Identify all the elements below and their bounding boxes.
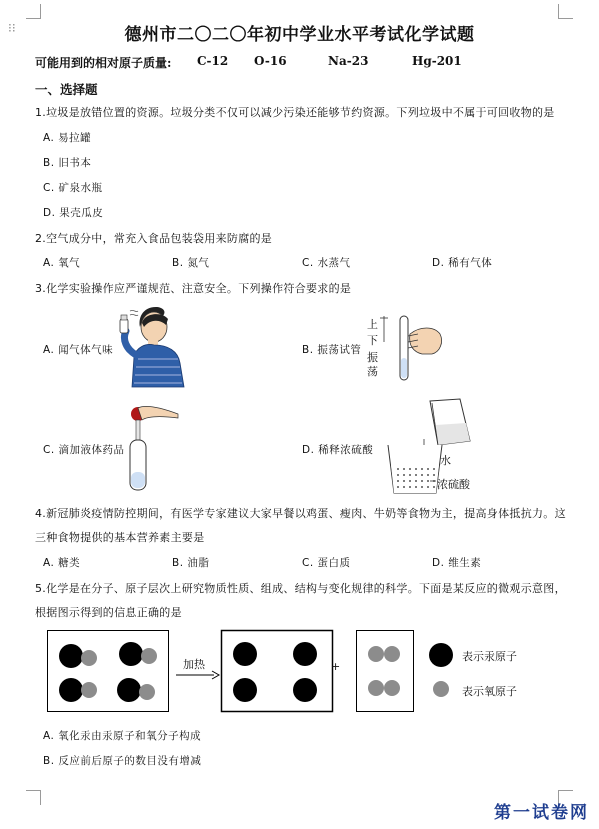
q5-option-a: A. 氧化汞由汞原子和氧分子构成 xyxy=(43,730,202,742)
reaction-arrow xyxy=(176,670,220,680)
q3-option-d: D. 稀释浓硫酸 xyxy=(302,444,374,456)
plus-sign: + xyxy=(331,660,341,673)
atomic-mass-hg: Hg-201 xyxy=(412,54,462,68)
label-water: 水 xyxy=(440,454,451,467)
smelling-gas-illustration xyxy=(118,305,200,387)
shaking-test-tube-illustration xyxy=(378,312,444,384)
drag-handle-icon[interactable]: ⁝⁝ xyxy=(8,21,16,35)
label-dang: 荡 xyxy=(367,365,378,378)
heat-label: 加热 xyxy=(183,658,205,671)
label-up: 上 xyxy=(367,318,378,331)
q5-stem-line2: 根据图示得到的信息正确的是 xyxy=(35,606,182,619)
crop-mark-bottom-left xyxy=(26,790,41,805)
section-heading: 一、选择题 xyxy=(35,82,98,97)
product-mercury-box xyxy=(221,630,333,712)
q4-option-a: A. 糖类 xyxy=(43,557,81,569)
q2-option-a: A. 氧气 xyxy=(43,257,81,269)
document-title: 德州市二〇二〇年初中学业水平考试化学试题 xyxy=(124,25,475,45)
atomic-mass-label: 可能用到的相对原子质量: xyxy=(35,56,172,70)
q4-option-d: D. 维生素 xyxy=(432,557,482,569)
q4-stem-line1: 4.新冠肺炎疫情防控期间，有医学专家建议大家早餐以鸡蛋、瘦肉、牛奶等食物为主，提高身体抵抗力。这 xyxy=(35,507,566,520)
dropping-liquid-illustration xyxy=(122,400,182,492)
q3-option-c: C. 滴加液体药品 xyxy=(43,444,125,456)
q4-option-b: B. 油脂 xyxy=(172,557,210,569)
q2-option-b: B. 氮气 xyxy=(172,257,210,269)
atomic-mass-c: C-12 xyxy=(197,54,229,68)
product-oxygen-box xyxy=(356,630,414,712)
q3-stem: 3.化学实验操作应严谨规范、注意安全。下列操作符合要求的是 xyxy=(35,282,352,295)
site-watermark: 第一试卷网 xyxy=(494,803,589,823)
q1-option-c: C. 矿泉水瓶 xyxy=(43,182,103,194)
q2-option-d: D. 稀有气体 xyxy=(432,257,493,269)
q5-option-b: B. 反应前后原子的数目没有增减 xyxy=(43,755,202,767)
q3-option-b: B. 振荡试管 xyxy=(302,344,362,356)
legend-mercury-atom-icon xyxy=(428,642,454,668)
q2-stem: 2.空气成分中，常充入食品包装袋用来防腐的是 xyxy=(35,232,273,245)
legend-oxygen-label: 表示氧原子 xyxy=(462,685,517,698)
reactant-box xyxy=(47,630,169,712)
q2-option-c: C. 水蒸气 xyxy=(302,257,351,269)
q1-stem: 1.垃圾是放错位置的资源。垃圾分类不仅可以减少污染还能够节约资源。下列垃圾中不属于可回收物的是 xyxy=(35,106,555,119)
legend-mercury-label: 表示汞原子 xyxy=(462,650,517,663)
q1-option-a: A. 易拉罐 xyxy=(43,132,92,144)
q1-option-d: D. 果壳瓜皮 xyxy=(43,207,104,219)
q5-stem-line1: 5.化学是在分子、原子层次上研究物质性质、组成、结构与变化规律的科学。下面是某反应的微观示意图， xyxy=(35,582,566,595)
atomic-mass-na: Na-23 xyxy=(328,54,369,68)
legend-oxygen-atom-icon xyxy=(432,680,450,698)
crop-mark-top-right xyxy=(558,4,573,19)
q3-option-a: A. 闻气体气味 xyxy=(43,344,114,356)
label-conc-sulfuric-acid: 浓硫酸 xyxy=(437,478,470,491)
q4-option-c: C. 蛋白质 xyxy=(302,557,351,569)
crop-mark-top-left xyxy=(26,4,41,19)
label-down: 下 xyxy=(367,334,378,347)
q1-option-b: B. 旧书本 xyxy=(43,157,92,169)
q4-stem-line2: 三种食物提供的基本营养素主要是 xyxy=(35,531,205,544)
atomic-mass-o: O-16 xyxy=(254,54,287,68)
label-zhen: 振 xyxy=(367,351,378,364)
